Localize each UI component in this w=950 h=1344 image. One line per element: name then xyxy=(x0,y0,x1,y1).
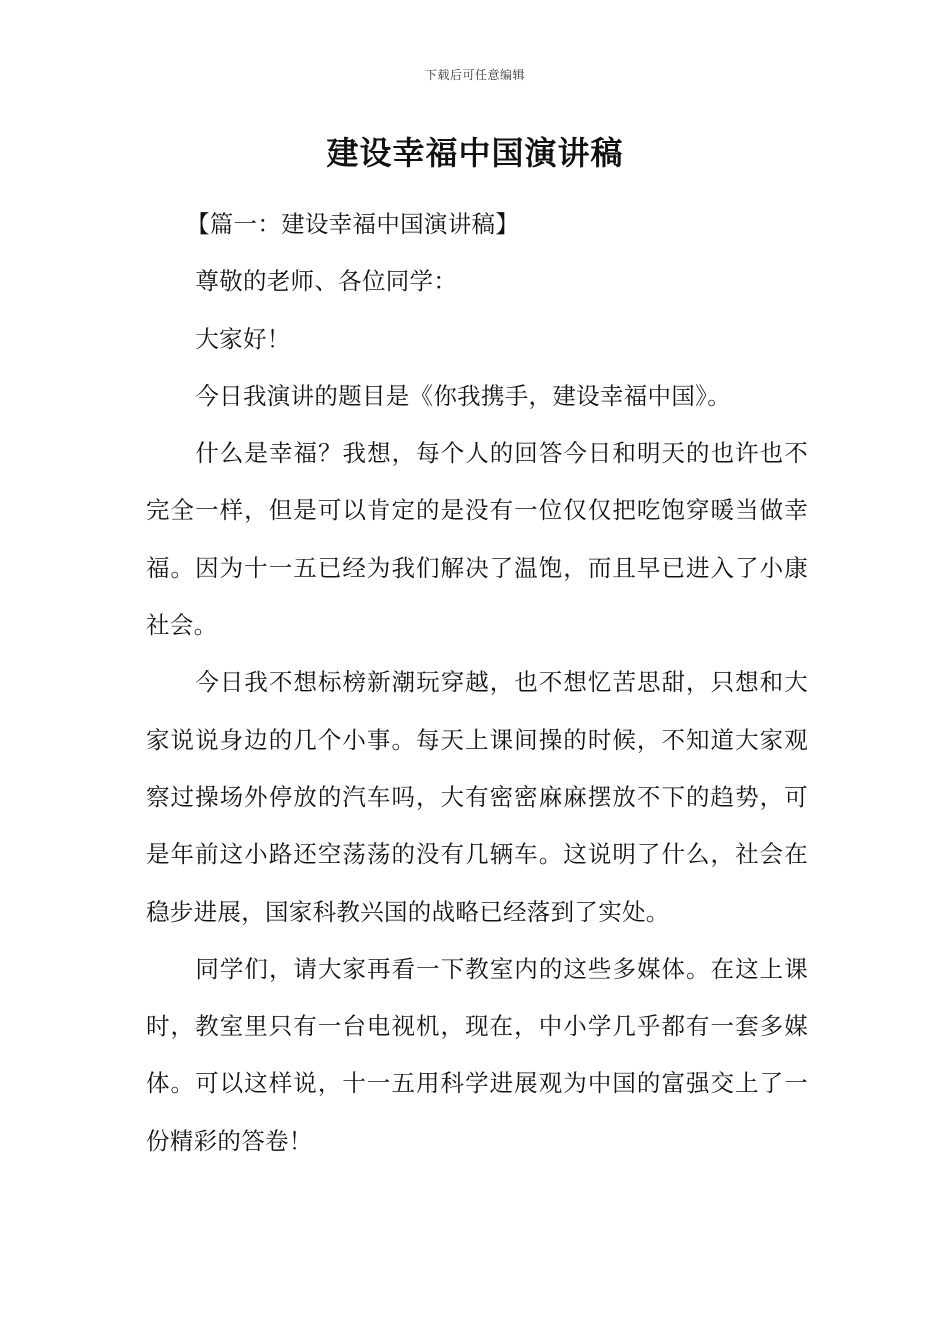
document-title: 建设幸福中国演讲稿 xyxy=(326,134,624,172)
paragraph-greeting: 大家好！ xyxy=(195,324,291,353)
document-body xyxy=(146,196,808,1170)
paragraph-happiness: 什么是幸福？我想，每个人的回答今日和明天的也许也不完全一样，但是可以肯定的是没有一位仅仅把吃饱穿暖当做幸福。因为十一五已经为我们解决了温饱，而且早已进入了小康社会。 xyxy=(146,439,808,640)
paragraph-topic: 今日我演讲的题目是《你我携手，建设幸福中国》。 xyxy=(195,381,731,410)
section-heading: 【篇一：建设幸福中国演讲稿】 xyxy=(185,210,520,238)
header-note: 下载后可任意编辑 xyxy=(424,68,525,82)
paragraph-cars: 今日我不想标榜新潮玩穿越，也不想忆苦思甜，只想和大家说说身边的几个小事。每天上课间操的时候，不知道大家观察过操场外停放的汽车吗，大有密密麻麻摆放不下的趋势，可是年前这小路还空荡荡的没有几辆车。这说明了什么，社会在稳步进展，国家科教兴国的战略已经落到了实处。 xyxy=(146,668,808,926)
paragraph-salutation: 尊敬的老师、各位同学： xyxy=(195,267,458,296)
paragraph-multimedia: 同学们，请大家再看一下教室内的这些多媒体。在这上课时，教室里只有一台电视机，现在，中小学几乎都有一套多媒体。可以这样说，十一五用科学进展观为中国的富强交上了一份精彩的答卷！ xyxy=(146,954,808,1155)
